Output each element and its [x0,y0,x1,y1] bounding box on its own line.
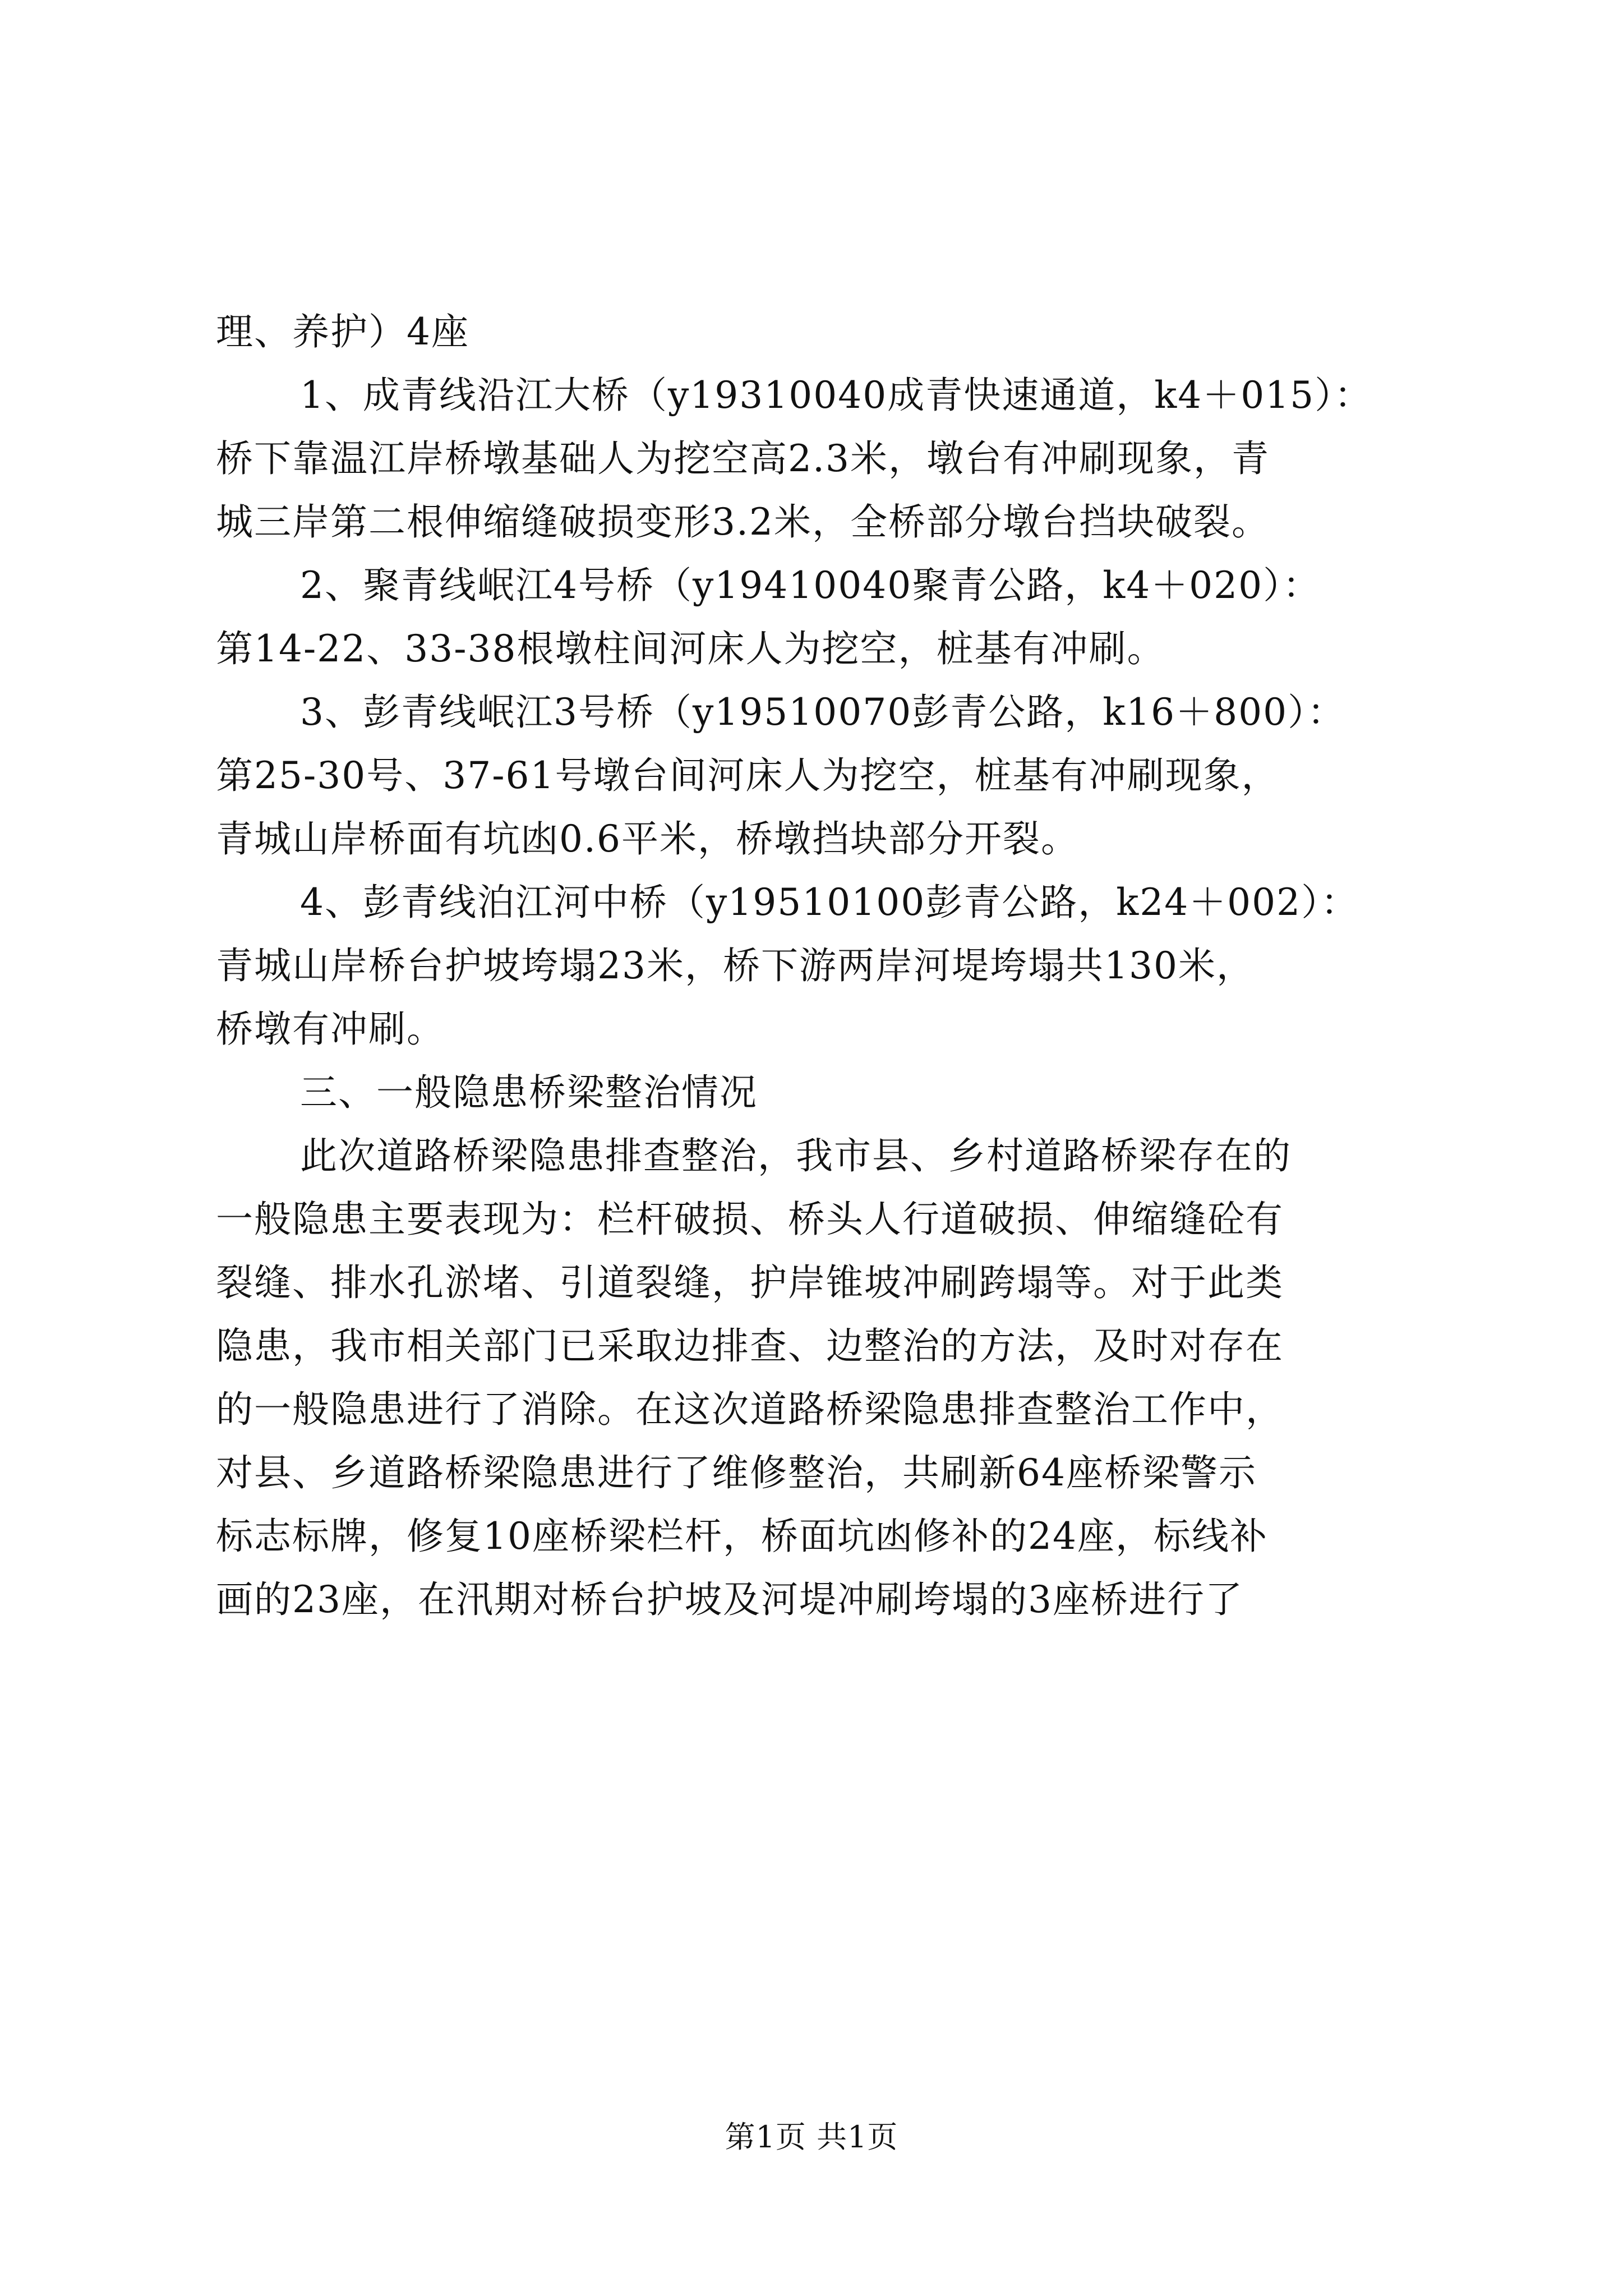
text-line: 第14-22、33-38根墩柱间河床人为挖空，桩基有冲刷。 [216,627,1165,670]
text-line: 1、成青线沿江大桥（y19310040成青快速通道，k4＋015）： [300,374,1373,417]
text-line: 3、彭青线岷江3号桥（y19510070彭青公路，k16＋800）： [300,691,1346,734]
page-footer [0,2118,1623,2157]
text-line: 裂缝、排水孔淤堵、引道裂缝，护岸锥坡冲刷跨塌等。对于此类 [216,1261,1284,1304]
text-line: 隐患，我市相关部门已采取边排查、边整治的方法，及时对存在 [216,1324,1284,1368]
document-body [216,300,1433,1631]
text-line: 一般隐患主要表现为：栏杆破损、桥头人行道破损、伸缩缝砼有 [216,1198,1284,1241]
text-line: 理、养护）4座 [216,310,469,353]
text-line: 的一般隐患进行了消除。在这次道路桥梁隐患排查整治工作中， [216,1388,1284,1431]
text-line: 此次道路桥梁隐患排查整治，我市县、乡村道路桥梁存在的 [300,1134,1292,1177]
text-line: 画的23座，在汛期对桥台护坡及河堤冲刷垮塌的3座桥进行了 [216,1578,1243,1621]
section-heading: 三、一般隐患桥梁整治情况 [300,1071,758,1114]
text-line: 城三岸第二根伸缩缝破损变形3.2米，全桥部分墩台挡块破裂。 [216,500,1270,544]
text-line: 标志标牌，修复10座桥梁栏杆，桥面坑凼修补的24座，标线补 [216,1515,1268,1558]
text-line: 青城山岸桥面有坑凼0.6平米，桥墩挡块部分开裂。 [216,817,1079,861]
page-number: 第1页 共1页 [725,2119,898,2155]
text-line: 青城山岸桥台护坡垮塌23米，桥下游两岸河堤垮塌共130米， [216,944,1255,987]
text-line: 桥墩有冲刷。 [216,1007,445,1051]
text-line: 对县、乡道路桥梁隐患进行了维修整治，共刷新64座桥梁警示 [216,1451,1257,1494]
text-line: 4、彭青线泊江河中桥（y19510100彭青公路，k24＋002）： [300,881,1359,924]
text-line: 第25-30号、37-61号墩台间河床人为挖空，桩基有冲刷现象， [216,754,1280,797]
text-line: 桥下靠温江岸桥墩基础人为挖空高2.3米，墩台有冲刷现象，青 [216,437,1270,480]
text-line: 2、聚青线岷江4号桥（y19410040聚青公路，k4＋020）： [300,564,1321,607]
